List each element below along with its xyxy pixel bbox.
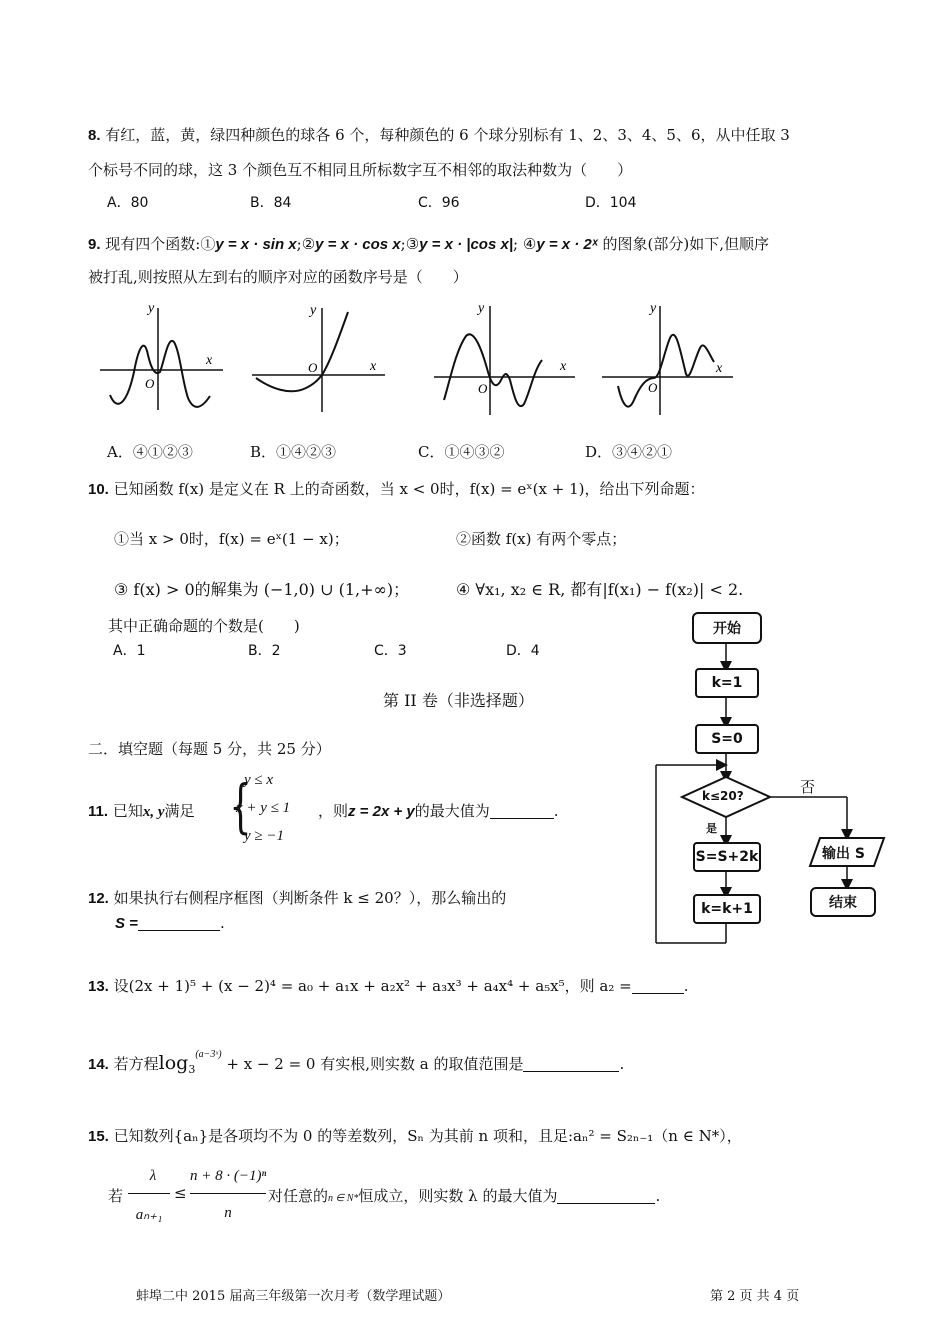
q14-number: 14. bbox=[88, 1056, 109, 1073]
q11-period: . bbox=[553, 802, 559, 820]
q13-period: . bbox=[683, 977, 689, 995]
q13-answer-blank[interactable] bbox=[632, 977, 684, 994]
q15-pre2: 若 bbox=[108, 1187, 124, 1205]
q14-line bbox=[88, 1049, 625, 1076]
q15-period: . bbox=[655, 1187, 661, 1205]
flowchart-output: 输出 S bbox=[822, 846, 865, 862]
q13-number: 13. bbox=[88, 978, 109, 995]
graph2-curve bbox=[256, 312, 348, 391]
q10-option-a: A．1 bbox=[113, 643, 146, 659]
q8-option-c: C．96 bbox=[418, 195, 460, 211]
q10-option-c: C．3 bbox=[374, 643, 407, 659]
q15-tail bbox=[268, 1185, 660, 1206]
q11-constraint-1: y ≤ x bbox=[244, 772, 274, 788]
q9-graph-3 bbox=[430, 300, 580, 420]
q15-mid2: 对任意的 bbox=[268, 1187, 329, 1205]
q14-log-base: 3 bbox=[188, 1063, 196, 1076]
graph1-y-label: y bbox=[148, 301, 155, 316]
q10-ask: 其中正确命题的个数是( ) bbox=[108, 617, 300, 635]
graph1-curve bbox=[110, 341, 210, 407]
q9-sep-3: ;③ bbox=[400, 235, 420, 253]
graph2-origin: O bbox=[308, 360, 318, 375]
q9-func-3: y = x · |cos x| bbox=[419, 236, 514, 253]
q11-expression: z = 2x + y bbox=[348, 803, 415, 820]
q9-option-b: B．①④②③ bbox=[250, 443, 337, 461]
q15-answer-blank[interactable] bbox=[557, 1187, 655, 1204]
q12-number: 12. bbox=[88, 890, 109, 907]
q9-graph-4 bbox=[598, 300, 738, 420]
q9-func-2: y = x · cos x bbox=[315, 236, 401, 253]
q9-option-a: A．④①②③ bbox=[107, 443, 193, 461]
flowchart-update-s: S=S+2k bbox=[693, 842, 761, 872]
q11-lead bbox=[88, 800, 195, 821]
graph1-x-label: x bbox=[206, 353, 213, 368]
q15-frac1-bar bbox=[128, 1193, 170, 1194]
q14-post: + x − 2 = 0 有实根,则实数 a 的取值范围是 bbox=[226, 1055, 524, 1073]
q15-frac2-top: n + 8 · (−1)ⁿ bbox=[190, 1168, 267, 1184]
q11-vars: x, y bbox=[142, 804, 165, 820]
fill-in-header: 二．填空题（每题 5 分，共 25 分） bbox=[88, 740, 331, 758]
q11-tail bbox=[318, 800, 559, 821]
q13-line bbox=[88, 975, 689, 996]
q10-prop-1: ①当 x > 0时，f(x) = eˣ(1 − x)； bbox=[114, 530, 349, 548]
flowchart-end: 结束 bbox=[810, 887, 876, 917]
q11-mid: 满足 bbox=[164, 802, 195, 820]
q9-text-line2: 被打乱,则按照从左到右的顺序对应的函数序号是（ ） bbox=[88, 268, 468, 286]
flowchart-no-label: 否 bbox=[800, 778, 816, 796]
q15-frac1-top: λ bbox=[149, 1168, 157, 1184]
q9-line1-end: 的图象(部分)如下,但顺序 bbox=[602, 235, 770, 253]
q9-option-d: D．③④②① bbox=[585, 443, 673, 461]
q8-text-line1: 有红，蓝，黄，绿四种颜色的球各 6 个，每种颜色的 6 个球分别标有 1、2、3、4、5、6，从中任取 3 bbox=[105, 126, 790, 144]
q11-constraint-3: y ≥ −1 bbox=[244, 828, 285, 844]
q9-graph-2 bbox=[250, 300, 390, 415]
q9-intro: 现有四个函数:① bbox=[105, 235, 216, 253]
q13-text: 设(2x + 1)⁵ + (x − 2)⁴ = a₀ + a₁x + a₂x² + a₃x³ + a₄x⁴ + a₅x⁵，则 a₂ = bbox=[113, 977, 632, 995]
graph3-origin: O bbox=[478, 381, 488, 396]
flowchart-condition: k≤20? bbox=[702, 789, 744, 803]
q8-line1 bbox=[88, 124, 790, 145]
q11-end: 的最大值为 bbox=[414, 802, 490, 820]
q10-option-d: D．4 bbox=[506, 643, 540, 659]
q8-number: 8. bbox=[88, 127, 101, 144]
flowchart-s-init: S=0 bbox=[695, 724, 759, 754]
q14-exponent: (a−3ˣ) bbox=[195, 1049, 222, 1060]
q11-brace: { bbox=[229, 772, 252, 840]
q12-answer-blank[interactable] bbox=[138, 914, 220, 931]
q15-cond: n ∈ N* bbox=[328, 1193, 359, 1204]
flowchart-update-k: k=k+1 bbox=[693, 894, 761, 924]
q15-number: 15. bbox=[88, 1128, 109, 1145]
q9-number: 9. bbox=[88, 236, 101, 253]
q8-option-a: A．80 bbox=[107, 195, 149, 211]
q12-text-line1: 如果执行右侧程序框图（判断条件 k ≤ 20？），那么输出的 bbox=[113, 889, 507, 907]
graph1-origin: O bbox=[145, 376, 155, 391]
graph4-y-label: y bbox=[650, 301, 657, 316]
q15-line1 bbox=[88, 1125, 742, 1146]
q11-pre: 已知 bbox=[112, 802, 143, 820]
flowchart-start: 开始 bbox=[692, 612, 762, 644]
graph2-x-label: x bbox=[370, 359, 377, 374]
q15-frac2-bar bbox=[190, 1193, 266, 1194]
q15-le: ≤ bbox=[174, 1184, 187, 1202]
q10-option-b: B．2 bbox=[248, 643, 281, 659]
q10-prop-2: ②函数 f(x) 有两个零点； bbox=[456, 530, 627, 548]
q8-text-line2: 个标号不同的球，这 3 个颜色互不相同且所标数字互不相邻的取法种数为（ ） bbox=[88, 161, 633, 179]
q10-number: 10. bbox=[88, 481, 109, 498]
q11-post: ，则 bbox=[318, 802, 349, 820]
q9-sep-4: ; ④ bbox=[513, 235, 537, 253]
graph3-x-label: x bbox=[560, 359, 567, 374]
q10-line1 bbox=[88, 478, 704, 499]
flowchart-k-init: k=1 bbox=[695, 668, 759, 698]
q14-period: . bbox=[619, 1055, 625, 1073]
graph3-curve bbox=[444, 334, 542, 406]
footer-left: 蚌埠二中 2015 届高三年级第一次月考（数学理试题） bbox=[136, 1289, 451, 1304]
graph4-origin: O bbox=[648, 380, 658, 395]
q8-option-b: B．84 bbox=[250, 195, 292, 211]
flowchart-yes-label: 是 bbox=[706, 822, 717, 835]
graph2-y-label: y bbox=[310, 303, 317, 318]
q9-option-c: C．①④③② bbox=[418, 443, 505, 461]
graph4-curve bbox=[618, 335, 714, 407]
q15-frac2-bottom: n bbox=[224, 1205, 232, 1221]
q11-answer-blank[interactable] bbox=[490, 802, 554, 819]
q10-text-line1: 已知函数 f(x) 是定义在 R 上的奇函数，当 x < 0时，f(x) = eˣ(x + 1)，给出下列命题： bbox=[113, 480, 705, 498]
q14-answer-blank[interactable] bbox=[523, 1055, 619, 1072]
q9-graph-1 bbox=[98, 300, 228, 415]
q11-constraint-2: x + y ≤ 1 bbox=[236, 800, 291, 816]
q15-frac1-bottom: aₙ₊₁ bbox=[135, 1207, 163, 1223]
q12-line1 bbox=[88, 887, 506, 908]
q10-prop-3: ③ f(x) > 0的解集为 (−1,0) ∪ (1,+∞)； bbox=[114, 580, 410, 599]
q14-log: log bbox=[158, 1052, 189, 1074]
q8-option-d: D．104 bbox=[585, 195, 637, 211]
q15-text-line1: 已知数列{aₙ}是各项均不为 0 的等差数列，Sₙ 为其前 n 项和，且足:aₙ² = S₂ₙ₋₁（n ∈ N*）， bbox=[113, 1127, 742, 1145]
section-2-title: 第 II 卷（非选择题） bbox=[383, 691, 534, 710]
q12-s-label: S = bbox=[115, 915, 138, 932]
q9-func-1: y = x · sin x bbox=[215, 236, 297, 253]
q12-line2 bbox=[115, 914, 225, 932]
q9-sep-2: ;② bbox=[296, 235, 316, 253]
q14-pre: 若方程 bbox=[113, 1055, 159, 1073]
graph3-y-label: y bbox=[478, 301, 485, 316]
q10-prop-4: ④ ∀x₁, x₂ ∈ R, 都有|f(x₁) − f(x₂)| < 2. bbox=[456, 580, 744, 599]
footer-right: 第 2 页 共 4 页 bbox=[710, 1289, 800, 1304]
q12-period: . bbox=[219, 914, 225, 932]
q11-number: 11. bbox=[88, 803, 109, 820]
q9-line1 bbox=[88, 233, 769, 254]
graph4-x-label: x bbox=[716, 361, 723, 376]
q9-func-4: y = x · 2ˣ bbox=[536, 236, 598, 253]
q15-post2: 恒成立，则实数 λ 的最大值为 bbox=[358, 1187, 558, 1205]
